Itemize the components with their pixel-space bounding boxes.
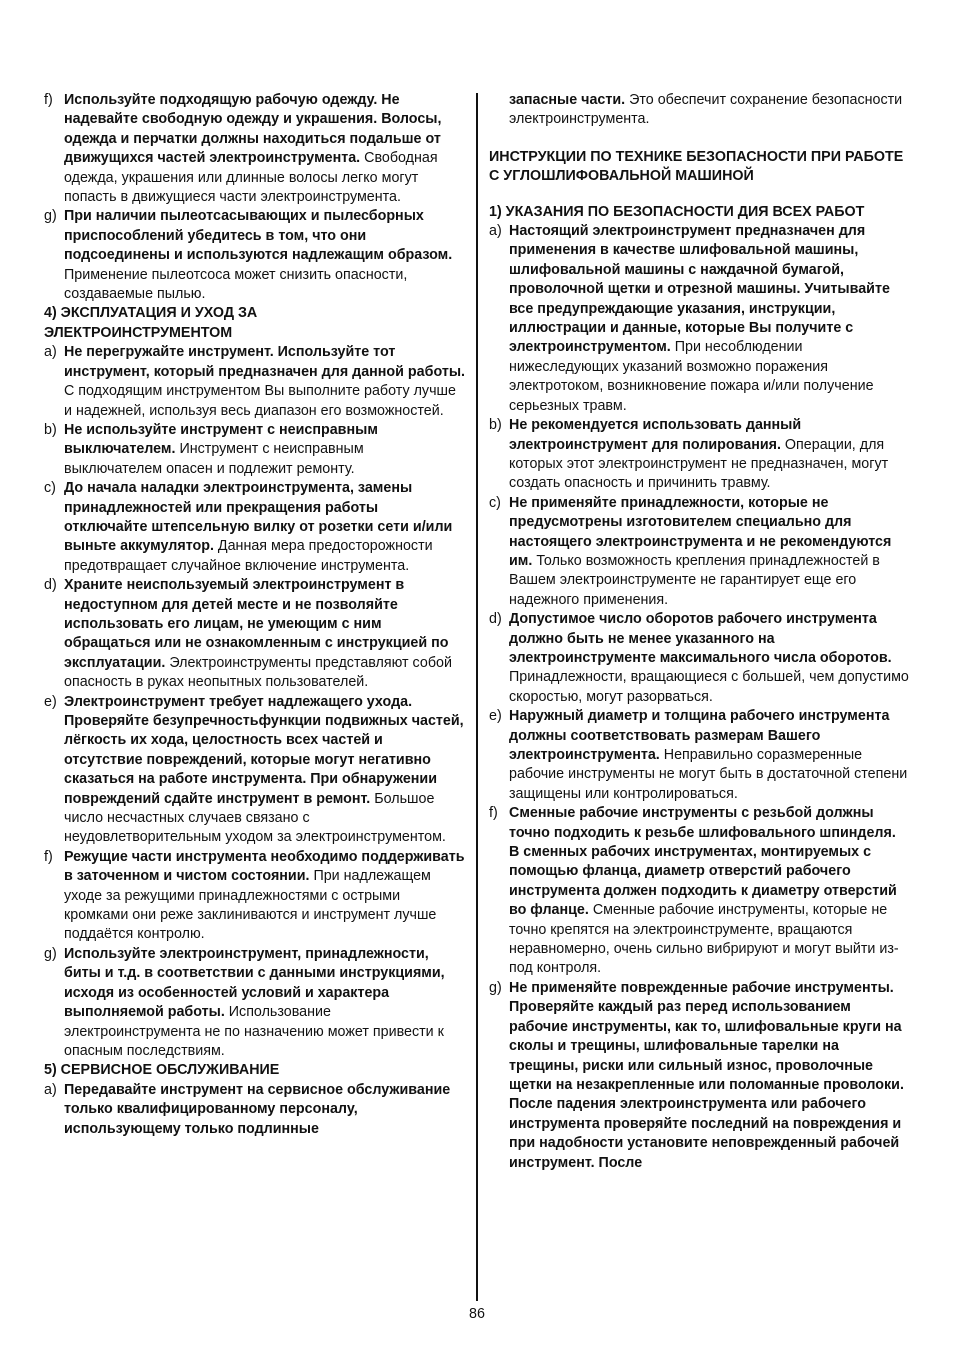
item-marker: c) — [489, 494, 501, 511]
item-bold-text: Электроинструмент требует надлежащего ухода. Проверяйте безупречностьфункции подвижных частей, лёгкость их хода, целостность всех частей и отсутствие повреждений, которые могут негативно сказаться на работе инструмента. При обнаружении повреждений сдайте инструмент в ремонт. — [64, 693, 464, 807]
item-bold-text: До начала наладки электроинструмента, замены принадлежностей или прекращения работы отключайте штепсельную вилку от розетки сети и/или выньте аккумулятор. — [64, 480, 453, 555]
item-marker: g) — [44, 208, 57, 225]
item-text: С подходящим инструментом Вы выполните работу лучше и надежней, используя весь диапазон его возможностей. — [64, 383, 456, 419]
item-text: Свободная одежда, украшения или длинные волосы легко могут попасть в движущиеся части электроинструмента. — [64, 150, 438, 206]
item-marker: f) — [489, 805, 498, 822]
item-marker: g) — [44, 945, 57, 962]
item-text: Данная мера предосторожности предотвращает случайное включение инструмента. — [64, 538, 433, 574]
section-heading-4: 4) ЭКСПЛУАТАЦИЯ И УХОД ЗА ЭЛЕКТРОИНСТРУМЕНТОМ — [44, 305, 258, 341]
list-item — [44, 421, 465, 479]
item-marker: a) — [489, 223, 502, 240]
item-text: Операции, для которых этот электроинструмент не предназначен, могут создать опасность и причинить травму. — [509, 436, 889, 492]
item-bold-text: Сменные рабочие инструменты с резьбой должны точно подходить к резьбе шлифовального шпинделя. В сменных рабочих инструментах, монтируемых с помощью фланца, диаметр отверстий рабочего инструмента должен подходить к диаметру отверстий во фланце. — [509, 805, 897, 919]
item-bold-text: Не применяйте поврежденные рабочие инструменты. Проверяйте каждый раз перед использованием рабочие инструменты, как то, шлифовальные круги на сколы и трещины, шлифовальные тарелки на трещины, риски или сильный износ, проволочные щетки на незакрепленные или поломанные проволоки. После падения электроинструмента или рабочего инструмента проверяйте последний на повреждения и при надобности установите неповрежденный рабочей инструмент. После — [509, 979, 904, 1171]
item-text: Принадлежности, вращающиеся с большей, чем допустимо скоростью, могут разорваться. — [509, 669, 909, 705]
list-item — [44, 693, 465, 848]
item-text: Только возможность крепления принадлежностей в Вашем электроинструменте не гарантирует еще его надежного применения. — [509, 552, 880, 608]
item-marker: d) — [44, 577, 57, 594]
item-bold-text: Не перегружайте инструмент. Используйте тот инструмент, который предназначен для данной работы. — [64, 344, 466, 380]
list-item — [44, 1081, 465, 1139]
left-column — [44, 91, 465, 1139]
list-item — [44, 207, 465, 304]
item-text: При надлежащем уходе за режущими принадлежностями с острыми кромками они реже заклиниваются и инструмент лучше поддаётся контролю. — [64, 868, 437, 943]
item-bold-text: Наружный диаметр и толщина рабочего инструмента должны соответствовать размерам Вашего электроинструмента. — [509, 708, 890, 763]
item-marker: c) — [44, 480, 56, 497]
safety-instructions-title: ИНСТРУКЦИИ ПО ТЕХНИКЕ БЕЗОПАСНОСТИ ПРИ РАБОТЕ С УГЛОШЛИФОВАЛЬНОЙ МАШИНОЙ — [489, 148, 904, 185]
item-bold-text: При наличии пылеотсасывающих и пылесборных приспособлений убедитесь в том, что они подсоединены и используются надлежащим образом. — [64, 208, 453, 264]
item-marker: f) — [44, 92, 53, 108]
list-item — [44, 945, 465, 1061]
item-bold-text: Храните неиспользуемый электроинструмент в недоступном для детей месте и не позволяйте использовать его лицам, не умеющим с ним обращаться или не ознакомленным с инструкцией по эксплуатации. — [64, 577, 449, 671]
item-bold-text: Используйте электроинструмент, принадлежности, биты и т.д. в соответствии с данными инструкциями, исходя из особенностей условий и характера выполняемой работы. — [64, 945, 445, 1021]
list-item — [489, 222, 909, 416]
right-column — [489, 91, 909, 1173]
list-item — [489, 979, 909, 1173]
item-text: Применение пылеотсоса может снизить опасности, создаваемые пылью. — [64, 266, 408, 303]
item-bold-text: Допустимое число оборотов рабочего инструмента должно быть не менее указанного на электроинструменте максимального числа оборотов. — [509, 611, 892, 666]
item-marker: g) — [489, 979, 502, 996]
list-item — [489, 707, 909, 804]
page-number: 86 — [469, 1306, 485, 1322]
item-marker: f) — [44, 848, 53, 865]
item-text: Инструмент с неисправным выключателем опасен и подлежит ремонту. — [64, 441, 364, 477]
item-text: Большое число несчастных случаев связано с неудовлетворительным уходом за электроинструментом. — [64, 790, 446, 846]
item-marker: b) — [44, 421, 57, 438]
item-marker: e) — [489, 708, 502, 725]
section-heading-5: 5) СЕРВИСНОЕ ОБСЛУЖИВАНИЕ — [44, 1062, 280, 1079]
item-marker: d) — [489, 611, 502, 628]
item-bold-text: запасные части. — [509, 92, 626, 108]
list-item — [44, 576, 465, 692]
list-item — [44, 343, 465, 421]
item-bold-text: Не рекомендуется использовать данный электроинструмент для полирования. — [509, 417, 802, 453]
item-bold-text: Настоящий электроинструмент предназначен для применения в качестве шлифовальной машины, шлифовальной машины с наждачной бумагой, проволочной щетки и отрезной машины. Учитывайте все предупреждающие указания, инструкции, иллюстрации и данные, которые Вы получите с электроинструментом. — [509, 223, 890, 356]
item-text: Это обеспечит сохранение безопасности электроинструмента. — [509, 92, 903, 128]
list-item — [489, 804, 909, 979]
item-text: Использование электроинструмента не по назначению может привести к опасным последствиям. — [64, 1004, 444, 1059]
item-text: Сменные рабочие инструменты, которые не точно крепятся на электроинструменте, вращаются неравномерно, очень сильно вибрируют и могут выйти из-под контроля. — [509, 902, 899, 977]
item-bold-text: Передавайте инструмент на сервисное обслуживание только квалифицированному персоналу, использующему только подлинные — [64, 1081, 451, 1137]
continued-item — [489, 91, 909, 130]
item-marker: b) — [489, 417, 502, 434]
item-marker: a) — [44, 1081, 57, 1098]
item-bold-text: Не применяйте принадлежности, которые не предусмотрены изготовителем специально для настоящего электроинструмента и не рекомендуются им. — [509, 494, 892, 569]
item-text: Электроинструменты представляют собой опасность в руках неопытных пользователей. — [64, 654, 452, 691]
item-bold-text: Не используйте инструмент с неисправным выключателем. — [64, 421, 378, 458]
item-bold-text: Используйте подходящую рабочую одежду. Не надевайте свободную одежду и украшения. Волосы, одежда и перчатки должны находиться подальше от движущихся частей электроинструмента. — [64, 92, 442, 167]
item-bold-text: Режущие части инструмента необходимо поддерживать в заточенном и чистом состоянии. — [64, 848, 465, 885]
list-item — [489, 416, 909, 494]
item-marker: e) — [44, 693, 57, 710]
item-text: При несоблюдении нижеследующих указаний возможно поражения электротоком, возникновение пожара и/или получение серьезных травм. — [509, 339, 874, 414]
column-divider — [476, 93, 478, 1301]
list-item — [489, 494, 909, 610]
section-heading-1: 1) УКАЗАНИЯ ПО БЕЗОПАСНОСТИ ДИЯ ВСЕХ РАБОТ — [489, 203, 865, 220]
list-item — [489, 610, 909, 707]
item-text: Неправильно соразмеренные рабочие инструменты не могут быть в достаточной степени защищены или контролироваться. — [509, 747, 908, 802]
list-item — [44, 848, 465, 945]
list-item — [44, 479, 465, 576]
item-marker: a) — [44, 344, 57, 361]
list-item — [44, 91, 465, 207]
